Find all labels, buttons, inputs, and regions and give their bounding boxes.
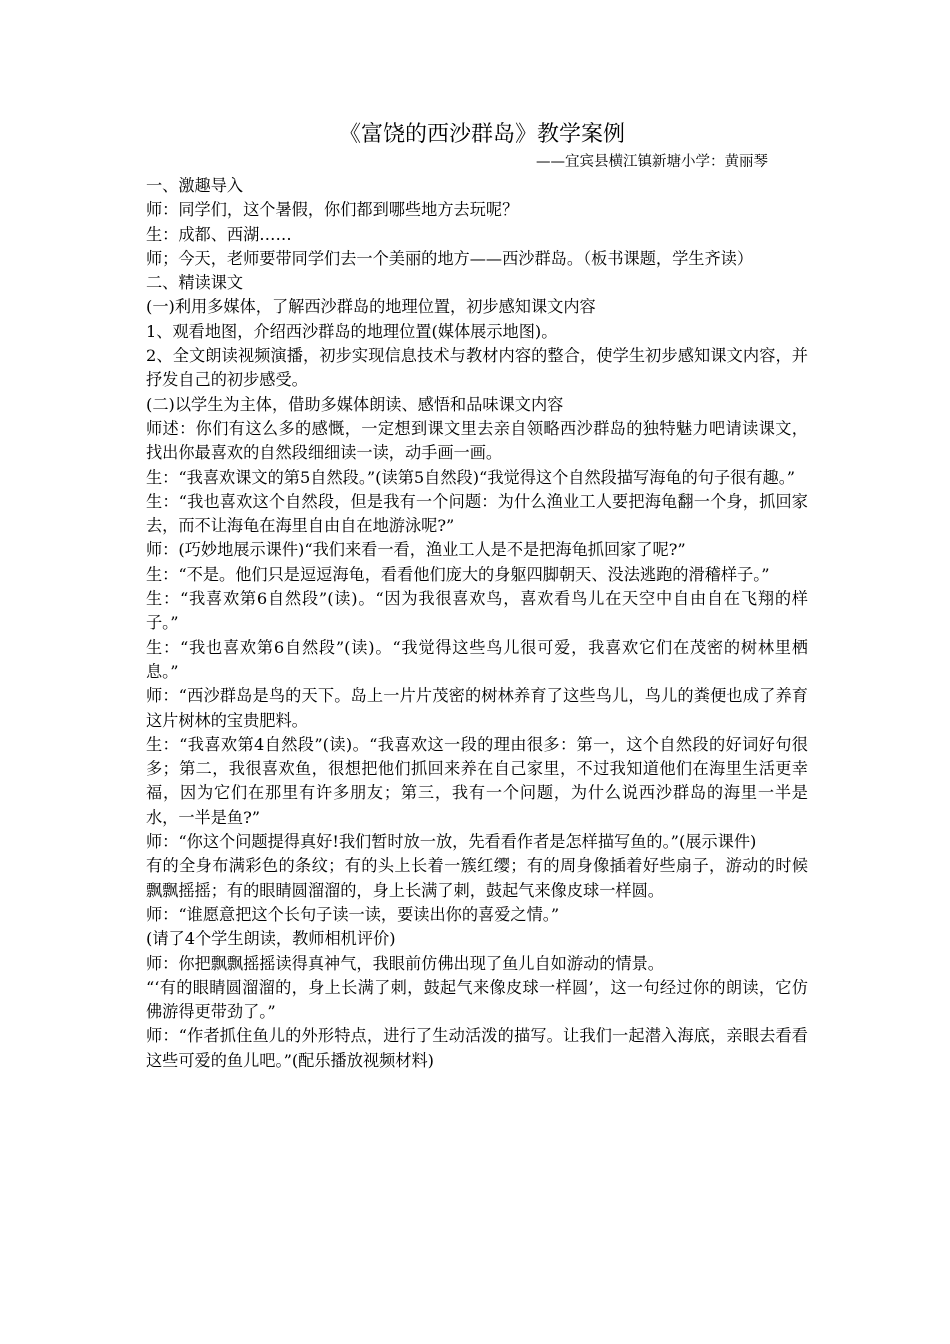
paragraph: 生：“我喜欢第6自然段”(读)。“因为我很喜欢鸟，喜欢看鸟儿在天空中自由自在飞翔的样子。” bbox=[146, 589, 808, 633]
paragraph: 1、观看地图，介绍西沙群岛的地理位置(媒体展示地图)。 bbox=[146, 321, 558, 341]
paragraph: 生：“我喜欢课文的第5自然段。”(读第5自然段)“我觉得这个自然段描写海龟的句子很有趣。” bbox=[146, 467, 796, 487]
paragraph: 2、全文朗读视频演播，初步实现信息技术与教材内容的整合，使学生初步感知课文内容，并抒发自己的初步感受。 bbox=[146, 346, 808, 390]
paragraph: 师：“西沙群岛是鸟的天下。岛上一片片茂密的树林养育了这些鸟儿，鸟儿的粪便也成了养育这片树林的宝贵肥料。 bbox=[146, 686, 808, 730]
paragraph: 师：“谁愿意把这个长句子读一读，要读出你的喜爱之情。” bbox=[146, 904, 560, 924]
paragraph: 生：“我也喜欢第6自然段”(读)。“我觉得这些鸟儿很可爱，我喜欢它们在茂密的树林里栖息。” bbox=[146, 637, 808, 681]
paragraph: 有的全身布满彩色的条纹；有的头上长着一簇红缨；有的周身像插着好些扇子，游动的时候飘飘摇摇；有的眼睛圆溜溜的，身上长满了刺，鼓起气来像皮球一样圆。 bbox=[146, 856, 808, 900]
paragraph: 师：同学们，这个暑假，你们都到哪些地方去玩呢？ bbox=[146, 200, 519, 220]
paragraph: “‘有的眼睛圆溜溜的，身上长满了刺，鼓起气来像皮球一样圆’，这一句经过你的朗读，它仿佛游得更带劲了。” bbox=[146, 977, 808, 1022]
document-title: 《富饶的西沙群岛》教学案例 bbox=[338, 122, 625, 147]
paragraph: 生：“我喜欢第4自然段”(读)。“我喜欢这一段的理由很多：第一，这个自然段的好词好句很多；第二，我很喜欢鱼，很想把他们抓回来养在自己家里，不过我知道他们在海里生活更幸福，因为它们在那里有许多朋友；第三，我有一个问题，为什么说西沙群岛的海里一半是水，一半是鱼?” bbox=[146, 734, 808, 827]
paragraph: 生：成都、西湖…… bbox=[146, 224, 292, 244]
paragraph: 生：“我也喜欢这个自然段，但是我有一个问题：为什么渔业工人要把海龟翻一个身，抓回家去，而不让海龟在海里自由自在地游泳呢?” bbox=[146, 491, 808, 536]
section-heading: 二、精读课文 bbox=[146, 273, 244, 293]
document-body bbox=[146, 174, 808, 1073]
document-author: ——宜宾县横江镇新塘小学：黄丽琴 bbox=[536, 154, 768, 170]
paragraph: 师述：你们有这么多的感慨，一定想到课文里去亲自领略西沙群岛的独特魅力吧请读课文，找出你最喜欢的自然段细细读一读，动手画一画。 bbox=[146, 418, 808, 463]
paragraph: 师：“你这个问题提得真好!我们暂时放一放，先看看作者是怎样描写鱼的。”(展示课件) bbox=[146, 832, 757, 852]
paragraph: 师：(巧妙地展示课件)“我们来看一看，渔业工人是不是把海龟抓回家了呢?” bbox=[146, 540, 686, 560]
section-heading: 一、激趣导入 bbox=[146, 176, 244, 195]
paragraph: (请了4个学生朗读，教师相机评价) bbox=[146, 929, 396, 949]
subsection-heading: (一)利用多媒体，了解西沙群岛的地理位置，初步感知课文内容 bbox=[146, 297, 596, 317]
paragraph: 师；今天，老师要带同学们去一个美丽的地方——西沙群岛。（板书课题，学生齐读） bbox=[146, 248, 754, 268]
paragraph: 生：“不是。他们只是逗逗海龟，看看他们庞大的身躯四脚朝天、没法逃跑的滑稽样子。” bbox=[146, 564, 770, 584]
paragraph: 师：“作者抓住鱼儿的外形特点，进行了生动活泼的描写。让我们一起潜入海底，亲眼去看看这些可爱的鱼儿吧。”(配乐播放视频材料) bbox=[146, 1026, 808, 1070]
document-page bbox=[146, 118, 808, 1073]
paragraph: 师：你把飘飘摇摇读得真神气，我眼前仿佛出现了鱼儿自如游动的情景。 bbox=[146, 953, 664, 973]
subsection-heading: (二)以学生为主体，借助多媒体朗读、感悟和品味课文内容 bbox=[146, 394, 564, 414]
